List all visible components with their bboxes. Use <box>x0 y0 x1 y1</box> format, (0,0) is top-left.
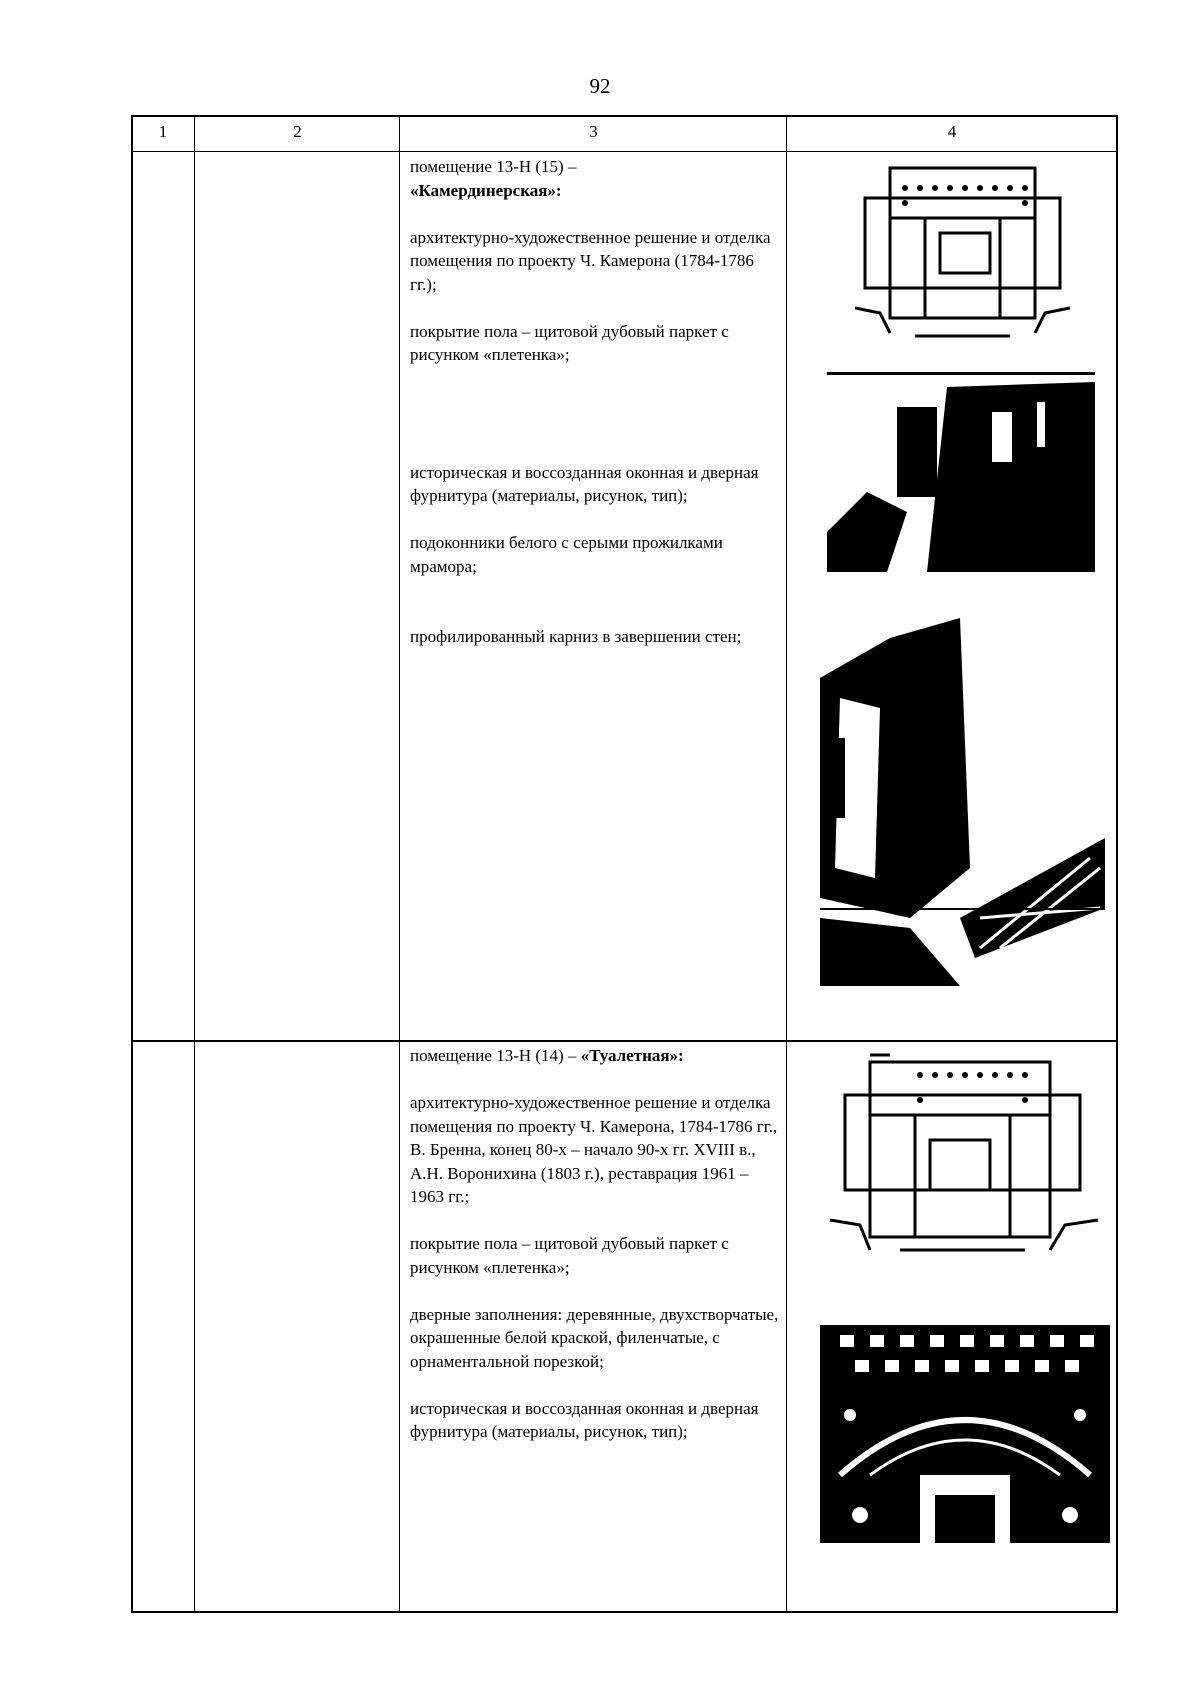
ceiling-photo-image <box>820 1325 1110 1543</box>
column-header-2: 2 <box>293 122 302 141</box>
feature-item: подоконники белого с серыми прожилками мрамора; <box>410 533 723 576</box>
room-wall-photo-image <box>820 618 1105 986</box>
feature-item: профилированный карниз в завершении стен; <box>410 627 742 646</box>
room-label: помещение 13-Н (14) – <box>410 1046 577 1065</box>
page-number: 92 <box>589 74 611 98</box>
feature-item: архитектурно-художественное решение и отделка помещения по проекту Ч. Камерона (1784-1786 гг.); <box>410 227 771 294</box>
floor-plan-image <box>830 1050 1098 1260</box>
room-photo-image <box>827 372 1095 572</box>
room-label: помещение 13-Н (15) – <box>410 157 577 176</box>
row-2-description <box>410 1044 782 1444</box>
feature-item: архитектурно-художественное решение и отделка помещения по проекту Ч. Камерона, 1784-1786 гг., В. Бренна, конец 80-х – начало 90-х гг. XVIII в., А.Н. Воронихина (1803 г.), реставрация 1961 – 1963 гг.; <box>410 1093 778 1206</box>
feature-item: покрытие пола – щитовой дубовый паркет с рисунком «плетенка»; <box>410 1234 729 1277</box>
room-name: «Туалетная»: <box>580 1046 684 1065</box>
feature-item: покрытие пола – щитовой дубовый паркет с рисунком «плетенка»; <box>410 321 729 364</box>
column-header-3: 3 <box>589 122 598 141</box>
feature-item: историческая и воссозданная оконная и дверная фурнитура (материалы, рисунок, тип); <box>410 462 759 505</box>
room-heading <box>410 1044 782 1068</box>
feature-item: дверные заполнения: деревянные, двухстворчатые, окрашенные белой краской, филенчатые, с орнаментальной порезкой; <box>410 1304 779 1371</box>
feature-item: историческая и воссозданная оконная и дверная фурнитура (материалы, рисунок, тип); <box>410 1398 759 1441</box>
column-header-1: 1 <box>158 122 168 141</box>
floor-plan-image <box>855 158 1070 348</box>
room-name: «Камердинерская»: <box>410 180 562 200</box>
column-header-4: 4 <box>947 122 957 141</box>
row-1-description <box>410 155 782 649</box>
